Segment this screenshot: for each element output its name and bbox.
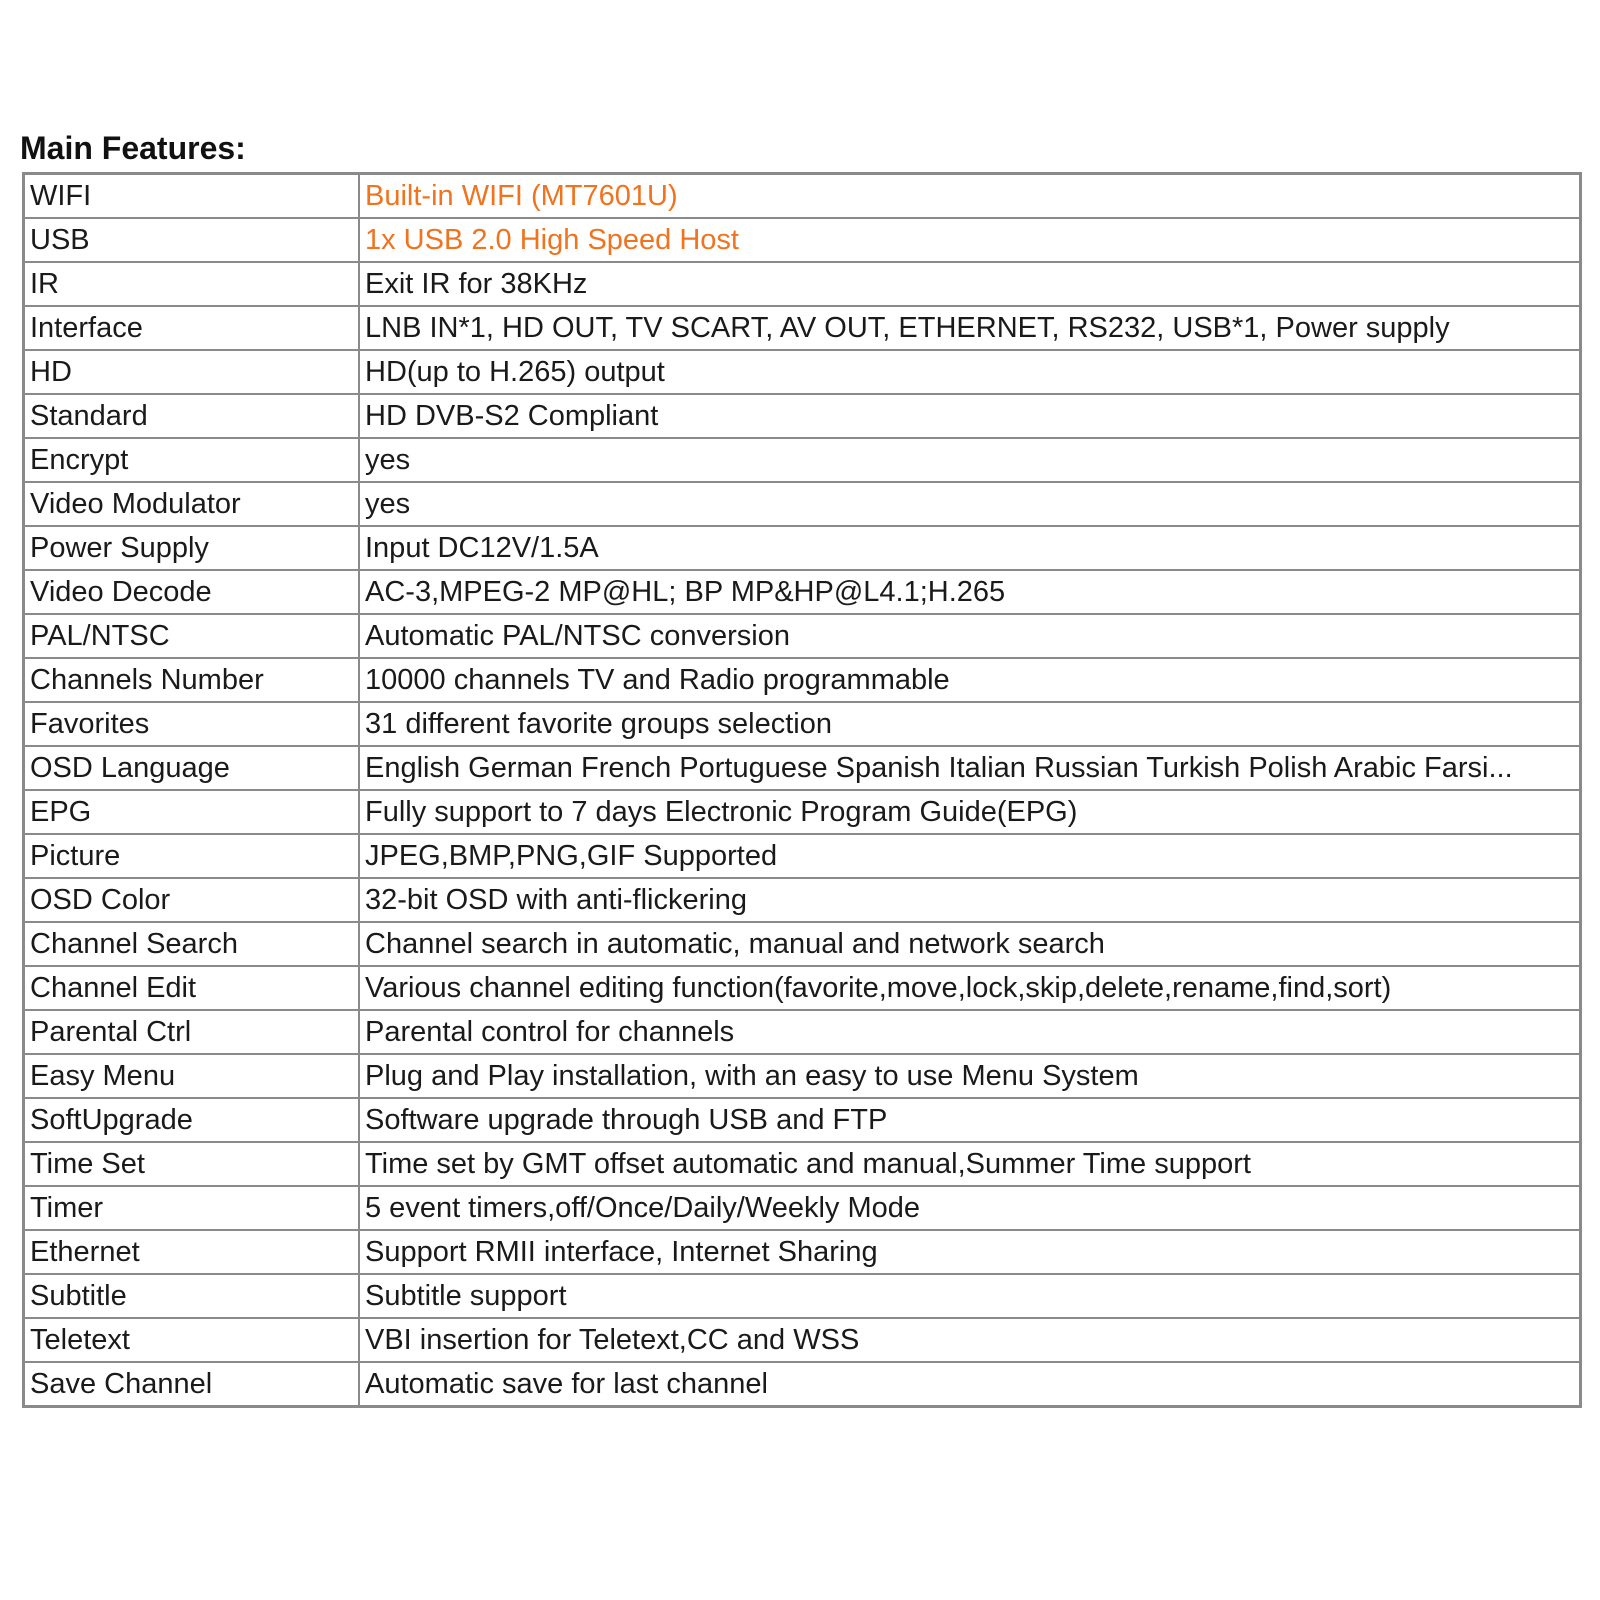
table-row xyxy=(24,1054,1581,1098)
table-row xyxy=(24,1098,1581,1142)
features-table-body xyxy=(24,174,1581,1407)
feature-value-cell: Channel search in automatic, manual and network search xyxy=(359,922,1581,966)
page-title: Main Features: xyxy=(20,130,246,166)
feature-value-cell: Time set by GMT offset automatic and manual,Summer Time support xyxy=(359,1142,1581,1186)
table-row xyxy=(24,262,1581,306)
feature-value-cell: 31 different favorite groups selection xyxy=(359,702,1581,746)
feature-value-cell: yes xyxy=(359,482,1581,526)
feature-value-cell: English German French Portuguese Spanish Italian Russian Turkish Polish Arabic Farsi... xyxy=(359,746,1581,790)
table-row xyxy=(24,746,1581,790)
table-row xyxy=(24,482,1581,526)
feature-value-cell: 5 event timers,off/Once/Daily/Weekly Mode xyxy=(359,1186,1581,1230)
table-row xyxy=(24,1010,1581,1054)
feature-value-cell: HD(up to H.265) output xyxy=(359,350,1581,394)
table-row xyxy=(24,1186,1581,1230)
feature-name-cell: Channel Edit xyxy=(24,966,360,1010)
table-row xyxy=(24,218,1581,262)
feature-name-cell: SoftUpgrade xyxy=(24,1098,360,1142)
feature-value-cell: HD DVB-S2 Compliant xyxy=(359,394,1581,438)
feature-name-cell: Parental Ctrl xyxy=(24,1010,360,1054)
feature-name-cell: Ethernet xyxy=(24,1230,360,1274)
table-row xyxy=(24,790,1581,834)
feature-value-cell: AC-3,MPEG-2 MP@HL; BP MP&HP@L4.1;H.265 xyxy=(359,570,1581,614)
feature-name-cell: Save Channel xyxy=(24,1362,360,1407)
feature-name-cell: Video Decode xyxy=(24,570,360,614)
feature-name-cell: Power Supply xyxy=(24,526,360,570)
feature-value-cell: LNB IN*1, HD OUT, TV SCART, AV OUT, ETHERNET, RS232, USB*1, Power supply xyxy=(359,306,1581,350)
feature-name-cell: IR xyxy=(24,262,360,306)
table-row xyxy=(24,834,1581,878)
feature-name-cell: Channels Number xyxy=(24,658,360,702)
feature-value-cell: Parental control for channels xyxy=(359,1010,1581,1054)
feature-value-cell: Exit IR for 38KHz xyxy=(359,262,1581,306)
feature-name-cell: OSD Language xyxy=(24,746,360,790)
feature-value-cell: Plug and Play installation, with an easy to use Menu System xyxy=(359,1054,1581,1098)
feature-name-cell: Picture xyxy=(24,834,360,878)
feature-value-cell: 32-bit OSD with anti-flickering xyxy=(359,878,1581,922)
table-row xyxy=(24,922,1581,966)
table-row xyxy=(24,438,1581,482)
feature-name-cell: Favorites xyxy=(24,702,360,746)
table-row xyxy=(24,306,1581,350)
table-row xyxy=(24,966,1581,1010)
table-row xyxy=(24,1142,1581,1186)
feature-name-cell: Channel Search xyxy=(24,922,360,966)
feature-name-cell: Encrypt xyxy=(24,438,360,482)
feature-name-cell: WIFI xyxy=(24,174,360,219)
table-row xyxy=(24,174,1581,219)
feature-name-cell: Teletext xyxy=(24,1318,360,1362)
feature-name-cell: EPG xyxy=(24,790,360,834)
table-row xyxy=(24,1230,1581,1274)
feature-name-cell: Easy Menu xyxy=(24,1054,360,1098)
feature-value-cell: Software upgrade through USB and FTP xyxy=(359,1098,1581,1142)
feature-value-cell: VBI insertion for Teletext,CC and WSS xyxy=(359,1318,1581,1362)
feature-value-cell: Input DC12V/1.5A xyxy=(359,526,1581,570)
feature-value-cell: Support RMII interface, Internet Sharing xyxy=(359,1230,1581,1274)
feature-name-cell: Subtitle xyxy=(24,1274,360,1318)
table-row xyxy=(24,394,1581,438)
table-row xyxy=(24,1274,1581,1318)
table-row xyxy=(24,878,1581,922)
table-row xyxy=(24,702,1581,746)
feature-value-cell: JPEG,BMP,PNG,GIF Supported xyxy=(359,834,1581,878)
feature-value-cell: Automatic save for last channel xyxy=(359,1362,1581,1407)
feature-value-cell: 10000 channels TV and Radio programmable xyxy=(359,658,1581,702)
feature-name-cell: Video Modulator xyxy=(24,482,360,526)
feature-name-cell: Interface xyxy=(24,306,360,350)
feature-name-cell: USB xyxy=(24,218,360,262)
feature-name-cell: Standard xyxy=(24,394,360,438)
feature-value-cell: Built-in WIFI (MT7601U) xyxy=(359,174,1581,219)
table-row xyxy=(24,526,1581,570)
table-row xyxy=(24,1362,1581,1407)
table-row xyxy=(24,1318,1581,1362)
feature-value-cell: Fully support to 7 days Electronic Program Guide(EPG) xyxy=(359,790,1581,834)
table-row xyxy=(24,570,1581,614)
feature-value-cell: Various channel editing function(favorite,move,lock,skip,delete,rename,find,sort) xyxy=(359,966,1581,1010)
feature-name-cell: Timer xyxy=(24,1186,360,1230)
feature-value-cell: Subtitle support xyxy=(359,1274,1581,1318)
feature-name-cell: Time Set xyxy=(24,1142,360,1186)
table-row xyxy=(24,658,1581,702)
features-table xyxy=(22,172,1582,1408)
feature-value-cell: yes xyxy=(359,438,1581,482)
feature-name-cell: PAL/NTSC xyxy=(24,614,360,658)
feature-value-cell: 1x USB 2.0 High Speed Host xyxy=(359,218,1581,262)
table-row xyxy=(24,614,1581,658)
feature-name-cell: OSD Color xyxy=(24,878,360,922)
table-row xyxy=(24,350,1581,394)
feature-value-cell: Automatic PAL/NTSC conversion xyxy=(359,614,1581,658)
feature-name-cell: HD xyxy=(24,350,360,394)
